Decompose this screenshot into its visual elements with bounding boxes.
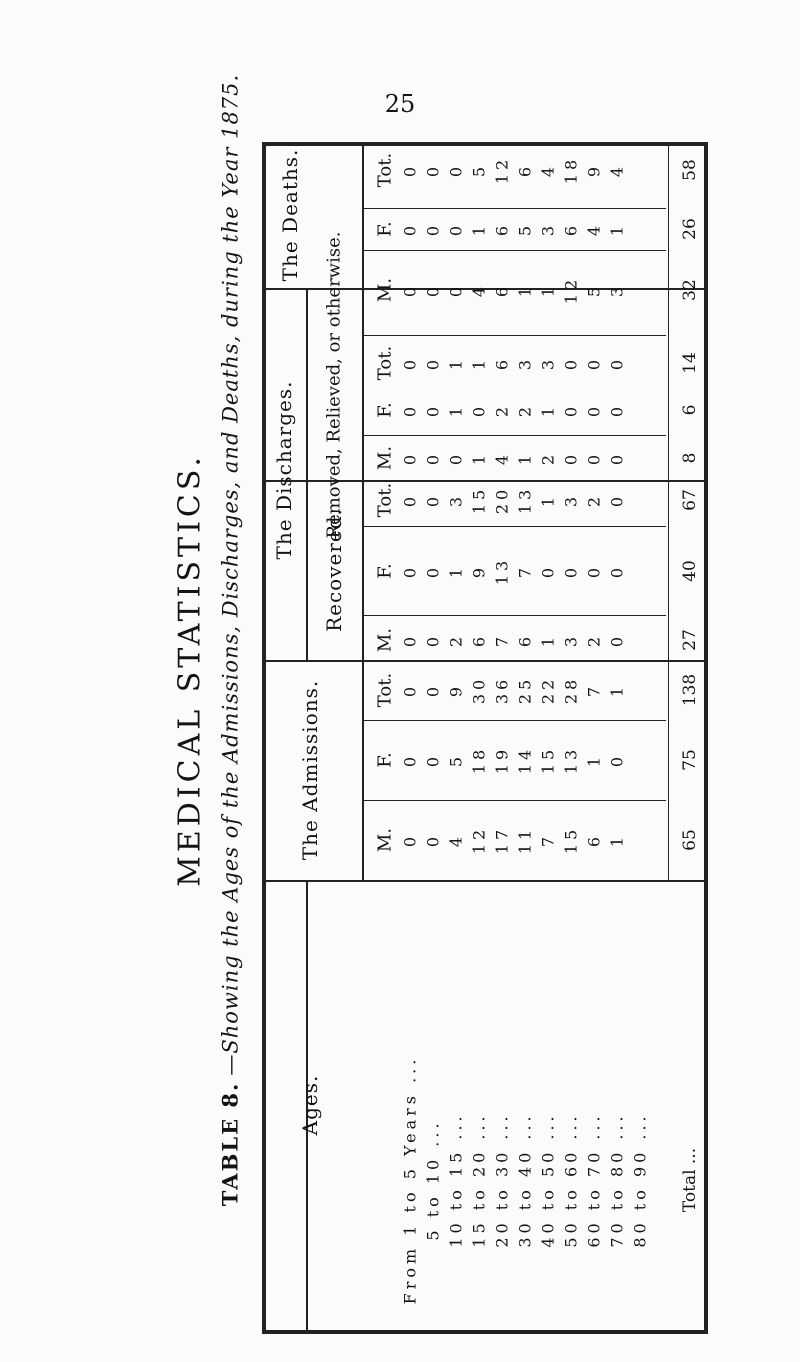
cell-rem_tot-6: 3 [538,355,558,371]
cell-dth_f-1: 0 [423,221,443,237]
cell-dth_tot-0: 0 [400,162,420,178]
discharges-subheader-separator [306,288,308,660]
admissions-header: The Admissions. [298,679,322,861]
cell-dth_tot-9: 4 [607,162,627,178]
cell-dth_tot-2: 0 [446,162,466,178]
cell-rec_f-2: 1 [446,563,466,579]
total-rec_f: 40 [680,560,700,582]
cell-adm_f-2: 5 [446,752,466,768]
age-row-8: 60 to 70 ... [584,1112,604,1248]
cell-dth_m-3: 4 [469,282,489,298]
cell-dth_tot-1: 0 [423,162,443,178]
cell-rem_m-4: 4 [492,450,512,466]
cell-dth_tot-5: 6 [515,162,535,178]
total-label: Total ... [680,1147,700,1213]
cell-dth_f-6: 3 [538,221,558,237]
cell-rec_tot-5: 13 [515,485,535,515]
cell-rem_tot-1: 0 [423,355,443,371]
cell-rec_f-7: 0 [561,563,581,579]
cell-adm_tot-1: 0 [423,682,443,698]
col-header-rec_f: F. [374,563,396,579]
age-row-5: 30 to 40 ... [515,1112,535,1248]
cell-adm_f-8: 1 [584,752,604,768]
col-header-rem_tot: Tot. [374,345,396,381]
cell-rec_f-3: 9 [469,563,489,579]
cell-rem_m-2: 0 [446,450,466,466]
age-row-1: 5 to 10 ... [423,1119,443,1241]
cell-adm_m-8: 6 [584,832,604,848]
total-adm_f: 75 [680,749,700,771]
cell-dth_m-1: 0 [423,282,443,298]
cell-rem_f-1: 0 [423,402,443,418]
col-header-rec_m: M. [374,627,396,653]
cell-dth_m-9: 3 [607,282,627,298]
cell-adm_f-1: 0 [423,752,443,768]
cell-dth_f-5: 5 [515,221,535,237]
subcolumn-rule-4 [362,526,666,527]
cell-adm_tot-2: 9 [446,682,466,698]
cell-rec_f-9: 0 [607,563,627,579]
cell-adm_f-7: 13 [561,745,581,775]
deaths-header: The Deaths. [278,148,302,282]
cell-adm_f-4: 19 [492,745,512,775]
total-rec_tot: 67 [680,489,700,511]
cell-adm_m-0: 0 [400,832,420,848]
total-adm_tot: 138 [680,673,700,707]
cell-rem_m-6: 2 [538,450,558,466]
age-row-6: 40 to 50 ... [538,1112,558,1248]
total-adm_m: 65 [680,829,700,851]
table-top-border [262,142,708,146]
table-bottom-border [262,1330,708,1334]
cell-rec_tot-3: 15 [469,485,489,515]
cell-rem_tot-2: 1 [446,355,466,371]
cell-rec_f-5: 7 [515,563,535,579]
cell-rec_m-5: 6 [515,632,535,648]
cell-rec_tot-8: 2 [584,492,604,508]
cell-dth_f-4: 6 [492,221,512,237]
cell-rem_f-3: 0 [469,402,489,418]
age-row-9: 70 to 80 ... [607,1112,627,1248]
cell-rem_m-7: 0 [561,450,581,466]
total-rem_f: 6 [680,404,700,416]
removed-header: Removed, Relieved, or otherwise. [323,231,345,539]
total-dth_f: 26 [680,218,700,240]
total-dth_tot: 58 [680,159,700,181]
cell-dth_f-7: 6 [561,221,581,237]
cell-dth_f-9: 1 [607,221,627,237]
subcolumn-rule-6 [362,720,666,721]
header-separator [362,142,364,880]
cell-rec_m-4: 7 [492,632,512,648]
age-row-10: 80 to 90 ... [630,1112,650,1248]
cell-dth_f-8: 4 [584,221,604,237]
cell-rec_tot-4: 20 [492,485,512,515]
cell-adm_m-1: 0 [423,832,443,848]
cell-rem_tot-5: 3 [515,355,535,371]
cell-rem_m-5: 1 [515,450,535,466]
cell-rem_f-4: 2 [492,402,512,418]
cell-adm_m-9: 1 [607,832,627,848]
table-right-border [704,142,708,1334]
table-left-border [262,142,266,1334]
total-dth_m: 32 [680,279,700,301]
cell-dth_m-0: 0 [400,282,420,298]
cell-adm_m-7: 15 [561,825,581,855]
ages-header: Ages. [298,1074,322,1136]
cell-adm_f-3: 18 [469,745,489,775]
cell-dth_m-8: 5 [584,282,604,298]
subcolumn-rule-3 [362,435,666,436]
cell-adm_tot-8: 7 [584,682,604,698]
cell-rec_m-7: 3 [561,632,581,648]
cell-adm_tot-9: 1 [607,682,627,698]
section-rule-2 [262,660,708,662]
cell-rem_f-8: 0 [584,402,604,418]
col-header-adm_tot: Tot. [374,672,396,708]
cell-adm_m-6: 7 [538,832,558,848]
section-rule-3 [262,880,708,882]
cell-rem_f-0: 0 [400,402,420,418]
cell-rec_f-0: 0 [400,563,420,579]
subcolumn-rule-2 [362,335,666,336]
cell-rec_f-8: 0 [584,563,604,579]
cell-adm_tot-7: 28 [561,675,581,705]
cell-dth_tot-6: 4 [538,162,558,178]
cell-dth_m-2: 0 [446,282,466,298]
cell-rec_f-1: 0 [423,563,443,579]
cell-rec_m-2: 2 [446,632,466,648]
cell-rem_f-6: 1 [538,402,558,418]
subcolumn-rule-0 [362,208,666,209]
cell-adm_f-0: 0 [400,752,420,768]
age-row-2: 10 to 15 ... [446,1112,466,1248]
cell-rem_tot-8: 0 [584,355,604,371]
cell-rem_f-9: 0 [607,402,627,418]
cell-rem_tot-9: 0 [607,355,627,371]
cell-rec_m-1: 0 [423,632,443,648]
cell-adm_tot-4: 36 [492,675,512,705]
cell-dth_tot-4: 12 [492,155,512,185]
cell-rem_tot-7: 0 [561,355,581,371]
cell-adm_f-5: 14 [515,745,535,775]
cell-dth_m-7: 12 [561,275,581,305]
cell-adm_tot-5: 25 [515,675,535,705]
total-rem_tot: 14 [680,352,700,374]
cell-adm_m-5: 11 [515,825,535,855]
cell-rec_f-6: 0 [538,563,558,579]
total-rec_m: 27 [680,629,700,651]
cell-rem_tot-4: 6 [492,355,512,371]
cell-adm_tot-3: 30 [469,675,489,705]
cell-rem_m-1: 0 [423,450,443,466]
cell-rec_tot-6: 1 [538,492,558,508]
recovered-header: Recovered. [322,508,346,632]
cell-dth_f-3: 1 [469,221,489,237]
cell-rec_tot-7: 3 [561,492,581,508]
col-header-dth_tot: Tot. [374,152,396,188]
cell-rem_m-3: 1 [469,450,489,466]
col-header-rem_f: F. [374,402,396,418]
cell-adm_m-4: 17 [492,825,512,855]
cell-rec_tot-9: 0 [607,492,627,508]
discharges-header: The Discharges. [272,380,296,560]
cell-rec_tot-2: 3 [446,492,466,508]
cell-adm_tot-0: 0 [400,682,420,698]
age-row-0: From 1 to 5 Years ... [400,1055,420,1305]
cell-rem_m-9: 0 [607,450,627,466]
table-label: TABLE 8. [217,1081,243,1207]
cell-adm_tot-6: 22 [538,675,558,705]
cell-adm_m-2: 4 [446,832,466,848]
cell-dth_f-0: 0 [400,221,420,237]
cell-rec_f-4: 13 [492,556,512,586]
col-header-adm_m: M. [374,827,396,853]
cell-rem_m-8: 0 [584,450,604,466]
cell-dth_m-6: 1 [538,282,558,298]
col-header-rec_tot: Tot. [374,482,396,518]
cell-rem_f-7: 0 [561,402,581,418]
cell-adm_f-6: 15 [538,745,558,775]
col-header-adm_f: F. [374,752,396,768]
cell-adm_m-3: 12 [469,825,489,855]
page-number: 25 [384,90,416,118]
cell-rem_tot-0: 0 [400,355,420,371]
cell-rec_m-8: 2 [584,632,604,648]
cell-rem_f-5: 2 [515,402,535,418]
cell-dth_tot-8: 9 [584,162,604,178]
cell-rec_tot-0: 0 [400,492,420,508]
subcolumn-rule-1 [362,250,666,251]
age-row-3: 15 to 20 ... [469,1112,489,1248]
cell-rem_tot-3: 1 [469,355,489,371]
cell-rem_f-2: 1 [446,402,466,418]
cell-dth_f-2: 0 [446,221,466,237]
col-header-rem_m: M. [374,445,396,471]
cell-dth_m-4: 6 [492,282,512,298]
col-header-dth_m: M. [374,277,396,303]
cell-rec_m-3: 6 [469,632,489,648]
cell-rem_m-0: 0 [400,450,420,466]
page-heading: MEDICAL STATISTICS. [172,453,208,887]
cell-rec_tot-1: 0 [423,492,443,508]
age-row-4: 20 to 30 ... [492,1112,512,1248]
total-rem_m: 8 [680,452,700,464]
cell-rec_m-6: 1 [538,632,558,648]
cell-rec_m-0: 0 [400,632,420,648]
age-row-7: 50 to 60 ... [561,1112,581,1248]
subcolumn-rule-7 [362,800,666,801]
table-caption: —Showing the Ages of the Admissions, Discharges, and Deaths, during the Year 1875. [218,73,243,1076]
cell-adm_f-9: 0 [607,752,627,768]
col-header-dth_f: F. [374,221,396,237]
cell-dth_tot-7: 18 [561,155,581,185]
totals-separator [668,142,669,880]
subcolumn-rule-5 [362,615,666,616]
cell-dth_m-5: 1 [515,282,535,298]
cell-rec_m-9: 0 [607,632,627,648]
cell-dth_tot-3: 5 [469,162,489,178]
